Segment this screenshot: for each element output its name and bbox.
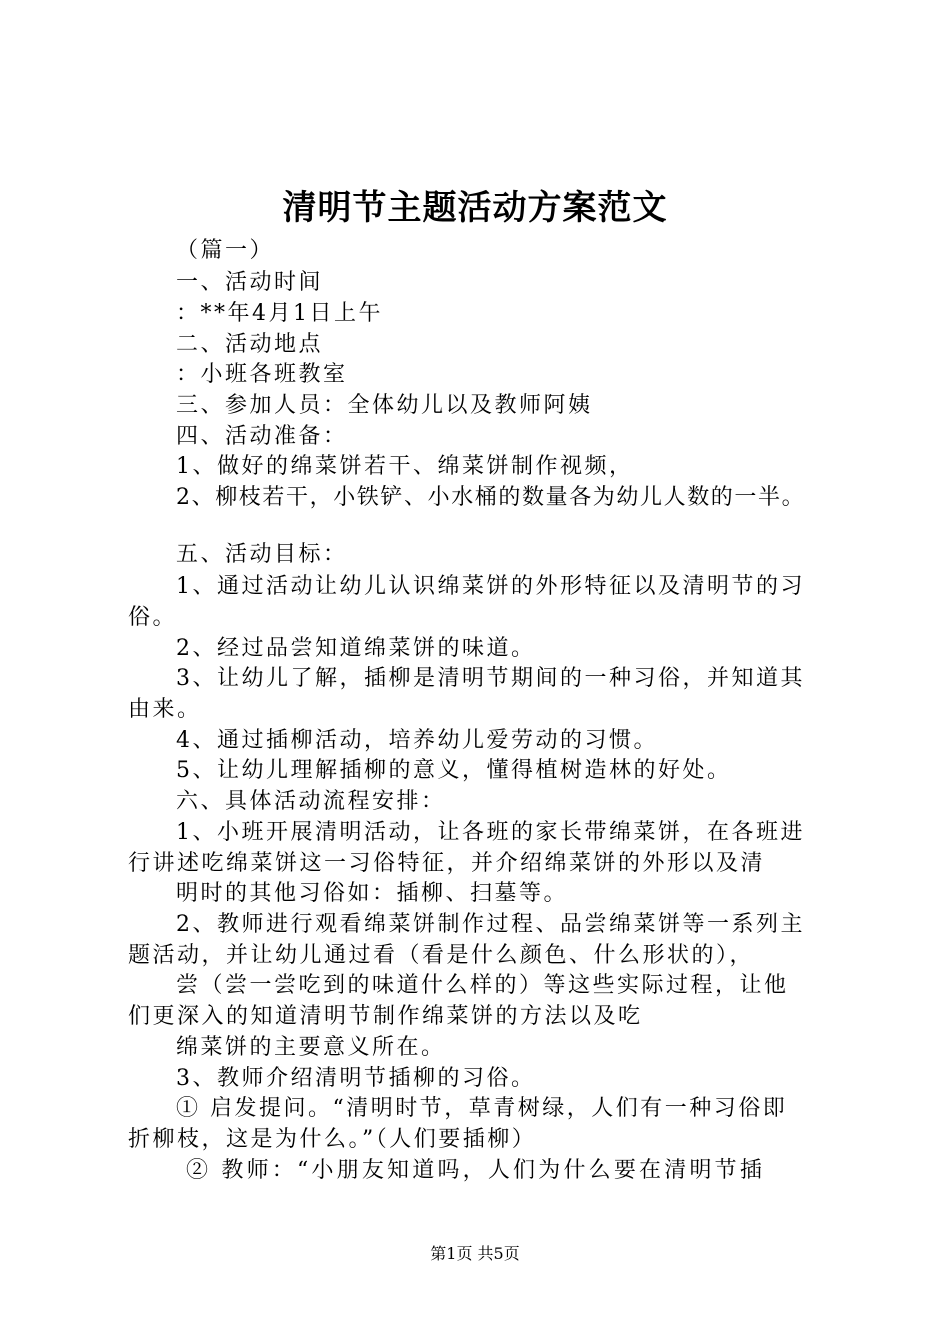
text-line: 五、活动目标： <box>176 542 348 567</box>
text-line: 1、小班开展清明活动，让各班的家长带绵菜饼，在各班进 <box>176 820 805 845</box>
text-line: 俗。 <box>128 605 178 630</box>
text-line: 明时的其他习俗如：插柳、扫墓等。 <box>176 881 569 906</box>
text-line: 二、活动地点 <box>176 332 324 357</box>
text-line: 1、通过活动让幼儿认识绵菜饼的外形特征以及清明节的习 <box>176 574 805 599</box>
text-line: ② 教师：“小朋友知道吗，人们为什么要在清明节插 <box>186 1158 766 1183</box>
text-line: 3、教师介绍清明节插柳的习俗。 <box>176 1066 536 1091</box>
text-line: ：小班各班教室 <box>176 362 348 387</box>
text-line: ：**年4月1日上午 <box>176 301 383 326</box>
document-title: 清明节主题活动方案范文 <box>282 188 668 228</box>
text-line: 三、参加人员：全体幼儿以及教师阿姨 <box>176 393 593 418</box>
text-line: 2、柳枝若干，小铁铲、小水桶的数量各为幼儿人数的一半。 <box>176 485 806 510</box>
text-line: 1、做好的绵菜饼若干、绵菜饼制作视频， <box>176 454 634 479</box>
text-line: 一、活动时间 <box>176 270 324 295</box>
text-line: 5、让幼儿理解插柳的意义，懂得植树造林的好处。 <box>176 758 732 783</box>
page-footer: 第1页 共5页 <box>430 1244 520 1263</box>
text-line: 尝（尝一尝吃到的味道什么样的）等这些实际过程，让他 <box>176 973 789 998</box>
text-line: 折柳枝，这是为什么。”（人们要插柳） <box>128 1127 537 1152</box>
text-line: 题活动，并让幼儿通过看（看是什么颜色、什么形状的）， <box>128 943 755 968</box>
text-line: ① 启发提问。“清明时节，草青树绿，人们有一种习俗即 <box>176 1096 788 1121</box>
text-line: 们更深入的知道清明节制作绵菜饼的方法以及吃 <box>128 1004 643 1029</box>
text-line: 六、具体活动流程安排： <box>176 789 446 814</box>
text-line: 绵菜饼的主要意义所在。 <box>176 1035 446 1060</box>
text-line: 3、让幼儿了解，插柳是清明节期间的一种习俗，并知道其 <box>176 666 805 691</box>
text-line: 行讲述吃绵菜饼这一习俗特征，并介绍绵菜饼的外形以及清 <box>128 851 766 876</box>
text-line: 由来。 <box>128 697 202 722</box>
text-line: 2、教师进行观看绵菜饼制作过程、品尝绵菜饼等一系列主 <box>176 912 805 937</box>
text-line: 四、活动准备： <box>176 424 348 449</box>
text-line: 4、通过插柳活动，培养幼儿爱劳动的习惯。 <box>176 728 658 753</box>
text-line: （篇一） <box>176 238 275 263</box>
text-line: 2、经过品尝知道绵菜饼的味道。 <box>176 636 536 661</box>
